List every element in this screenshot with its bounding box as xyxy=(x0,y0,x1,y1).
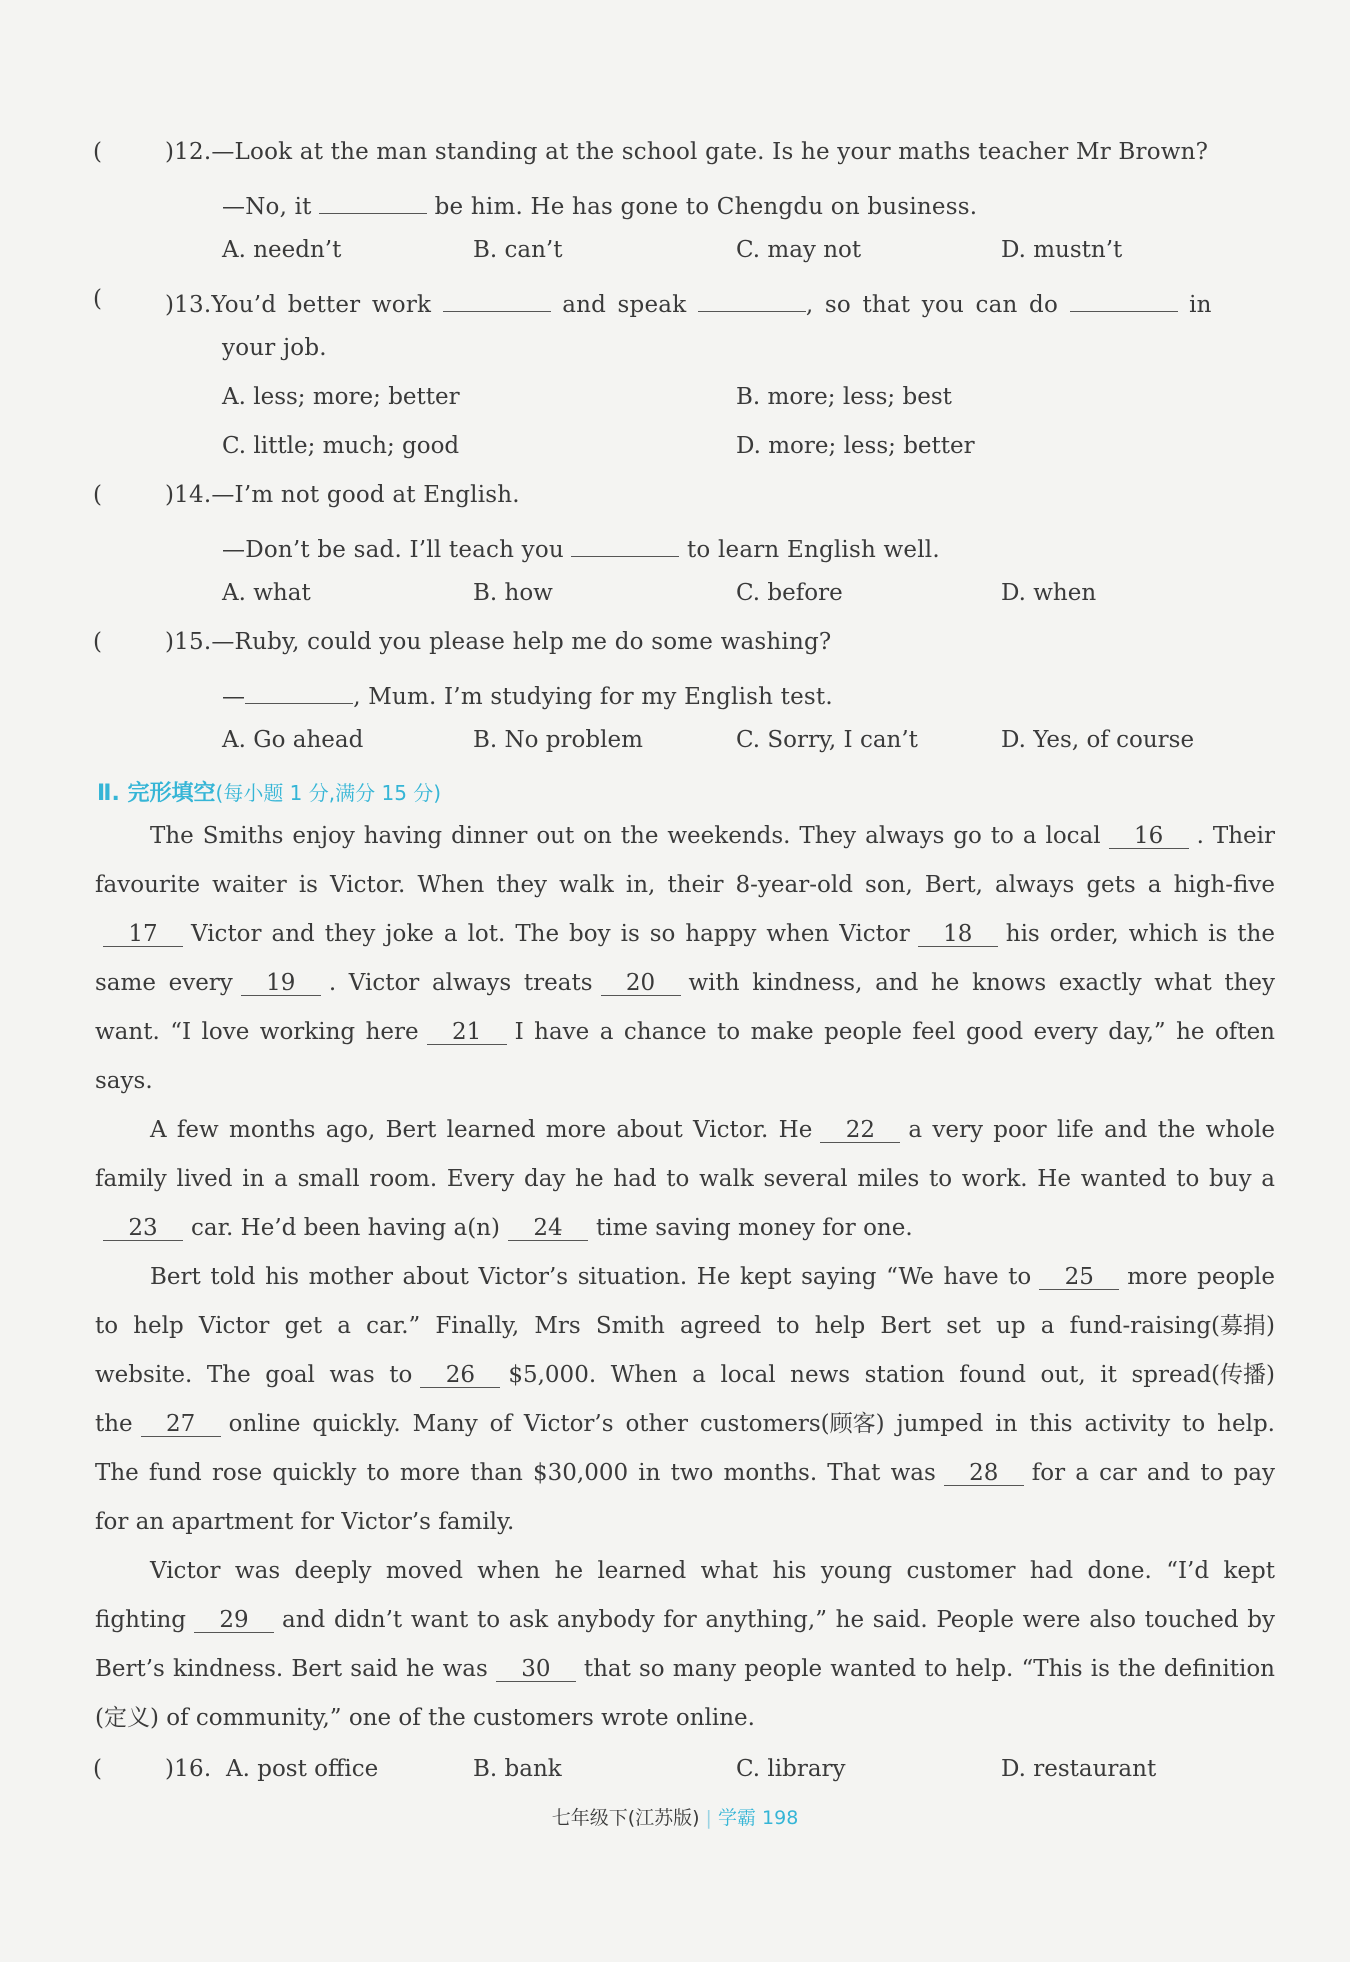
option-b: B. bank xyxy=(473,1756,562,1782)
passage-text: The fund rose quickly to more than $30,000 in two months. That was xyxy=(95,1460,936,1486)
option-c: C. before xyxy=(736,580,843,606)
question-16-num: )16. xyxy=(165,1756,212,1782)
answer-blank xyxy=(571,530,679,557)
option-d: D. when xyxy=(1001,580,1097,606)
passage-text: Bert’s kindness. Bert said he was xyxy=(95,1656,488,1682)
passage-line xyxy=(95,1361,1275,1389)
grade-label: 七年级下(江苏版) xyxy=(551,1807,700,1829)
passage-line xyxy=(95,1704,755,1732)
question-15-line2: — , Mum. I’m studying for my English test. xyxy=(222,677,833,711)
answer-blank xyxy=(1070,285,1178,312)
option-d: D. mustn’t xyxy=(1001,237,1123,263)
cloze-blank-20: 20 xyxy=(601,969,681,996)
passage-line xyxy=(95,1459,1275,1487)
cloze-blank-27: 27 xyxy=(141,1410,221,1437)
passage-text: his order, which is the xyxy=(1005,921,1275,947)
brand-label: 学霸 198 xyxy=(717,1807,799,1829)
answer-paren-12[interactable]: ( xyxy=(93,139,102,165)
answer-blank xyxy=(698,285,806,312)
passage-text: time saving money for one. xyxy=(595,1215,913,1241)
passage-text: says. xyxy=(95,1068,153,1094)
passage-line xyxy=(95,1312,1275,1340)
passage-line xyxy=(95,1606,1275,1634)
cloze-blank-19: 19 xyxy=(241,969,321,996)
cloze-blank-16: 16 xyxy=(1109,822,1189,849)
passage-text: more people xyxy=(1127,1264,1275,1290)
question-12-line1: )12.—Look at the man standing at the school gate. Is he your maths teacher Mr Brown? xyxy=(165,139,1209,165)
passage-line xyxy=(150,1557,1275,1585)
option-c: C. little; much; good xyxy=(222,433,460,459)
passage-line xyxy=(150,822,1275,850)
cloze-blank-29: 29 xyxy=(194,1606,274,1633)
option-b: B. can’t xyxy=(473,237,563,263)
cloze-blank-18: 18 xyxy=(918,920,998,947)
cloze-blank-30: 30 xyxy=(496,1655,576,1682)
passage-text: a very poor life and the whole xyxy=(908,1117,1275,1143)
answer-paren-16[interactable]: ( xyxy=(93,1756,102,1782)
passage-line xyxy=(95,1410,1275,1438)
passage-text: Bert told his mother about Victor’s situation. He kept saying “We have to xyxy=(150,1264,1032,1290)
passage-line xyxy=(95,969,1275,997)
passage-text: I have a chance to make people feel good every day,” he often xyxy=(514,1019,1275,1045)
answer-blank xyxy=(443,285,551,312)
passage-text: online quickly. Many of Victor’s other customers(顾客) jumped in this activity to help. xyxy=(228,1411,1275,1437)
answer-paren-14[interactable]: ( xyxy=(93,482,102,508)
passage-text: the xyxy=(95,1411,133,1437)
cloze-blank-22: 22 xyxy=(820,1116,900,1143)
passage-line xyxy=(95,1018,1275,1046)
option-c: C. may not xyxy=(736,237,862,263)
option-d: D. Yes, of course xyxy=(1001,727,1195,753)
option-c: C. library xyxy=(736,1756,846,1782)
option-c: C. Sorry, I can’t xyxy=(736,727,918,753)
passage-text: that so many people wanted to help. “This is the definition xyxy=(583,1656,1275,1682)
option-b: B. No problem xyxy=(473,727,643,753)
passage-text: to help Victor get a car.” Finally, Mrs Smith agreed to help Bert set up a fund-raising(募捐) xyxy=(95,1313,1275,1339)
cloze-blank-26: 26 xyxy=(420,1361,500,1388)
passage-text: for a car and to pay xyxy=(1031,1460,1275,1486)
option-d: D. restaurant xyxy=(1001,1756,1157,1782)
page-footer xyxy=(0,1803,1350,1830)
cloze-blank-21: 21 xyxy=(427,1018,507,1045)
passage-text: . Victor always treats xyxy=(328,970,593,996)
passage-text: fighting xyxy=(95,1607,187,1633)
passage-text: family lived in a small room. Every day he had to walk several miles to work. He wanted to buy a xyxy=(95,1166,1275,1192)
passage-text: (定义) of community,” one of the customers wrote online. xyxy=(95,1705,755,1731)
passage-line xyxy=(95,1508,514,1536)
question-13-line2: your job. xyxy=(222,335,327,361)
passage-line xyxy=(95,1067,153,1095)
passage-text: The Smiths enjoy having dinner out on the weekends. They always go to a local xyxy=(150,823,1101,849)
passage-line xyxy=(150,1116,1275,1144)
passage-text: favourite waiter is Victor. When they walk in, their 8-year-old son, Bert, always gets a high-five xyxy=(95,872,1275,898)
cloze-blank-24: 24 xyxy=(508,1214,588,1241)
option-b: B. how xyxy=(473,580,553,606)
question-14-line2: —Don’t be sad. I’ll teach you to learn English well. xyxy=(222,530,940,564)
passage-text: and didn’t want to ask anybody for anything,” he said. People were also touched by xyxy=(282,1607,1275,1633)
passage-line xyxy=(95,871,1275,899)
section-title: Ⅱ. 完形填空(每小题 1 分,满分 15 分) xyxy=(97,781,442,806)
passage-line xyxy=(95,920,1275,948)
passage-text: . Their xyxy=(1196,823,1276,849)
cloze-blank-17: 17 xyxy=(103,920,183,947)
cloze-blank-28: 28 xyxy=(944,1459,1024,1486)
passage-text: want. “I love working here xyxy=(95,1019,419,1045)
passage-text: car. He’d been having a(n) xyxy=(191,1215,500,1241)
option-a: A. less; more; better xyxy=(222,384,460,410)
question-14-line1: )14.—I’m not good at English. xyxy=(165,482,520,508)
page-number: 198 xyxy=(762,1807,799,1829)
option-a: A. post office xyxy=(226,1756,379,1782)
passage-text: A few months ago, Bert learned more about Victor. He xyxy=(150,1117,813,1143)
passage-text: with kindness, and he knows exactly what they xyxy=(688,970,1276,996)
passage-line xyxy=(95,1214,913,1242)
question-13-line1: )13.You’d better work and speak , so that you can do in xyxy=(165,285,1212,319)
option-a: A. needn’t xyxy=(222,237,342,263)
passage-text: same every xyxy=(95,970,233,996)
footer-separator: | xyxy=(705,1807,712,1829)
passage-text: Victor and they joke a lot. The boy is so happy when Victor xyxy=(191,921,910,947)
question-12-line2: —No, it be him. He has gone to Chengdu on business. xyxy=(222,187,977,221)
cloze-blank-23: 23 xyxy=(103,1214,183,1241)
passage-text: for an apartment for Victor’s family. xyxy=(95,1509,515,1535)
option-a: A. Go ahead xyxy=(222,727,364,753)
passage-line xyxy=(150,1263,1275,1291)
option-b: B. more; less; best xyxy=(736,384,952,410)
answer-blank xyxy=(319,187,427,214)
answer-paren-13[interactable]: ( xyxy=(93,286,102,312)
question-15-line1: )15.—Ruby, could you please help me do some washing? xyxy=(165,629,832,655)
option-d: D. more; less; better xyxy=(736,433,975,459)
passage-text: website. The goal was to xyxy=(95,1362,413,1388)
passage-line xyxy=(95,1165,1275,1193)
answer-blank xyxy=(245,677,353,704)
option-a: A. what xyxy=(222,580,311,606)
passage-text: $5,000. When a local news station found out, it spread(传播) xyxy=(508,1362,1275,1388)
passage-line xyxy=(95,1655,1275,1683)
passage-text: Victor was deeply moved when he learned what his young customer had done. “I’d kept xyxy=(150,1558,1275,1584)
cloze-blank-25: 25 xyxy=(1039,1263,1119,1290)
answer-paren-15[interactable]: ( xyxy=(93,629,102,655)
